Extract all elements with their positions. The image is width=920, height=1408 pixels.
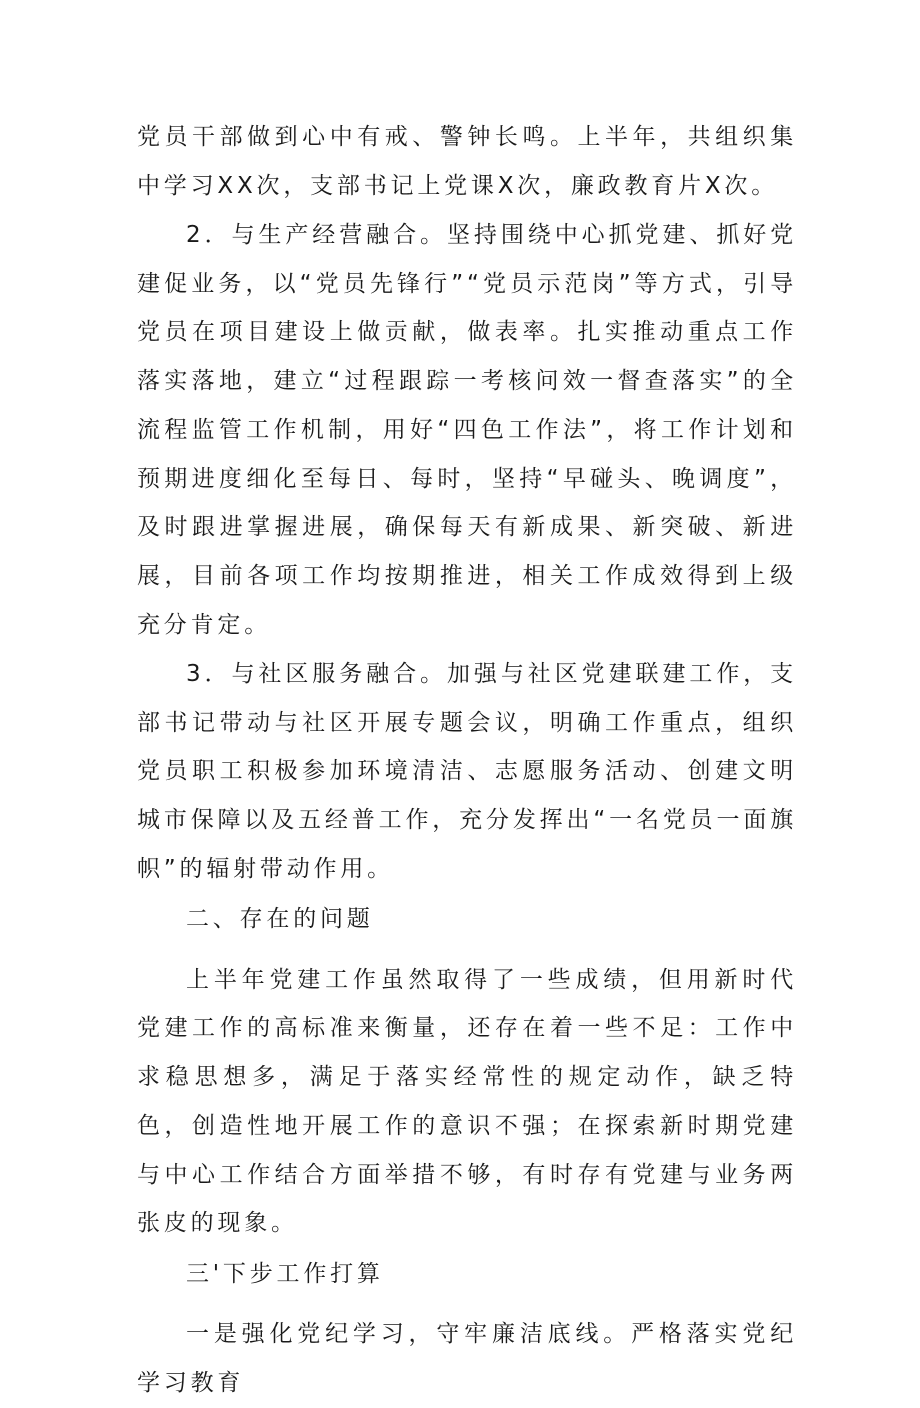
section-heading-problems: 二、存在的问题 bbox=[186, 906, 374, 933]
paragraph-production-integration: 2．与生产经营融合。坚持围绕中心抓党建、抓好党建促业务，以“党员先锋行”“党员示范岗”等方式，引导党员在项目建设上做贡献，做表率。扎实推动重点工作落实落地，建立“过程跟踪一考核问效一督查落实”的全流程监管工作机制，用好“四色工作法”，将工作计划和预期进度细化至每日、每时，坚持“早碰头、晚调度”，及时跟进掌握进展，确保每天有新成果、新突破、新进展，目前各项工作均按期推进，相关工作成效得到上级充分肯定。 bbox=[137, 222, 797, 638]
paragraph-continuation: 党员干部做到心中有戒、警钟长鸣。上半年，共组织集中学习XX次，支部书记上党课X次，廉政教育片X次。 bbox=[137, 124, 797, 199]
section-heading-next-steps: 三'下步工作打算 bbox=[186, 1260, 384, 1287]
document-page bbox=[137, 113, 797, 1408]
paragraph-next-steps: 一是强化党纪学习，守牢廉洁底线。严格落实党纪学习教育 bbox=[137, 1321, 797, 1396]
paragraph-community-integration: 3．与社区服务融合。加强与社区党建联建工作，支部书记带动与社区开展专题会议，明确工作重点，组织党员职工积极参加环境清洁、志愿服务活动、创建文明城市保障以及五经普工作，充分发挥出“一名党员一面旗帜”的辐射带动作用。 bbox=[137, 660, 797, 882]
paragraph-problems: 上半年党建工作虽然取得了一些成绩，但用新时代党建工作的高标准来衡量，还存在着一些不足：工作中求稳思想多，满足于落实经常性的规定动作，缺乏特色，创造性地开展工作的意识不强；在探索新时期党建与中心工作结合方面举措不够，有时存有党建与业务两张皮的现象。 bbox=[137, 966, 797, 1237]
